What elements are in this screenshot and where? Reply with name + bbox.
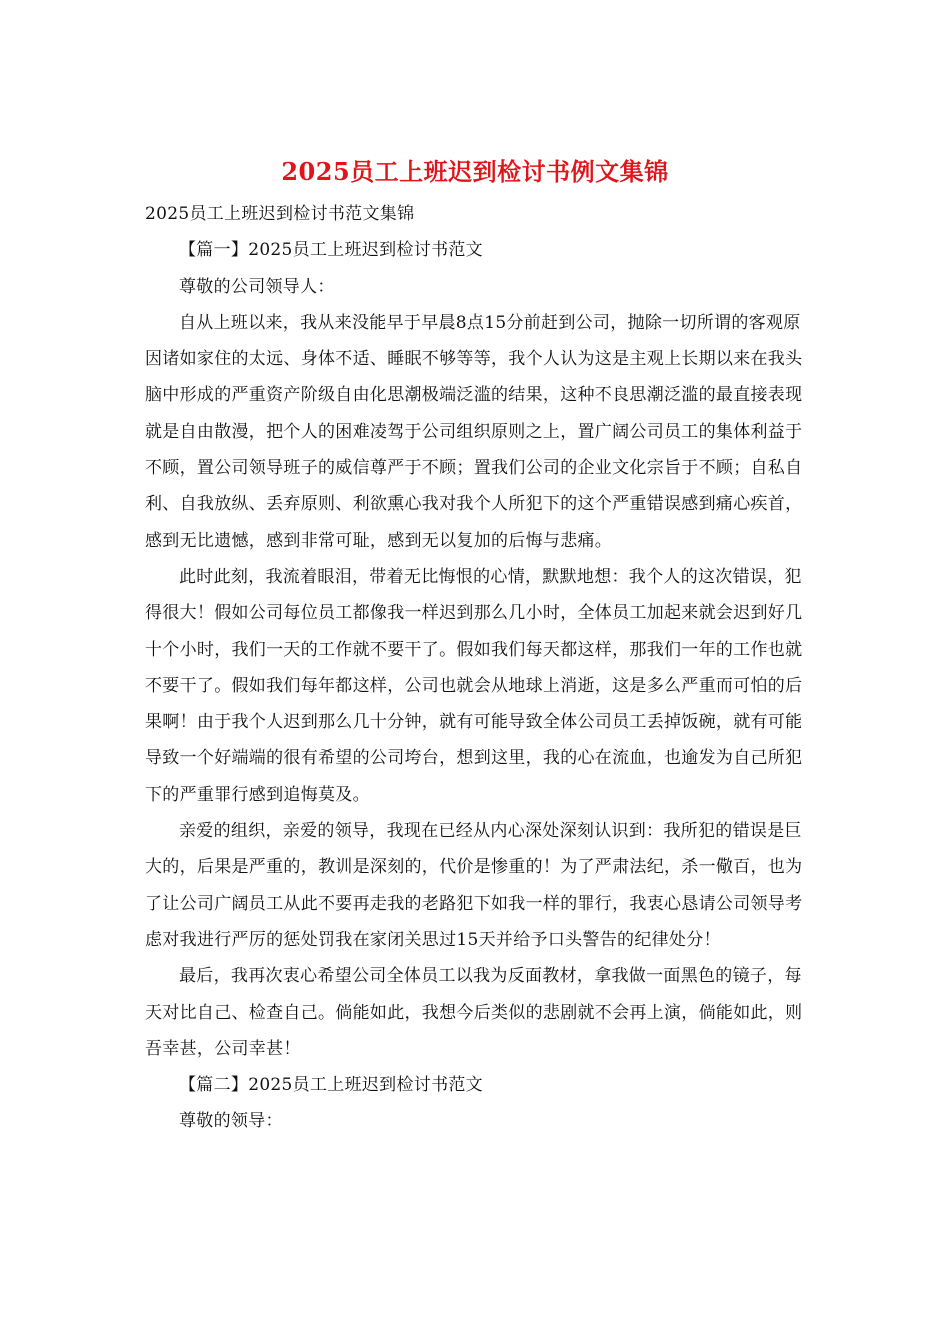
document-body: [145, 196, 805, 1140]
body-paragraph: 最后，我再次衷心希望公司全体员工以我为反面教材，拿我做一面黑色的镜子，每天对比自己、检查自己。倘能如此，我想今后类似的悲剧就不会再上演，倘能如此，则吾幸甚，公司幸甚！: [145, 966, 803, 1059]
section-heading-2: 【篇二】2025员工上班迟到检讨书范文: [179, 1075, 483, 1096]
body-paragraph: 亲爱的组织，亲爱的领导，我现在已经从内心深处深刻认识到：我所犯的错误是巨大的，后果是严重的，教训是深刻的，代价是惨重的！为了严肃法纪，杀一儆百，也为了让公司广阔员工从此不要再走我的老路犯下如我一样的罪行，我衷心恳请公司领导考虑对我进行严厉的惩处罚我在家闭关思过15天并给予口头警告的纪律处分！: [145, 821, 803, 950]
salutation-1: 尊敬的公司领导人：: [179, 276, 335, 297]
document-title: 2025员工上班迟到检讨书例文集锦: [281, 157, 669, 186]
salutation-2: 尊敬的领导：: [179, 1111, 283, 1132]
body-paragraph: 此时此刻，我流着眼泪，带着无比悔恨的心情，默默地想：我个人的这次错误，犯得很大！假如公司每位员工都像我一样迟到那么几小时，全体员工加起来就会迟到好几十个小时，我们一天的工作就不要干了。假如我们每天都这样，那我们一年的工作也就不要干了。假如我们每年都这样，公司也就会从地球上消逝，这是多么严重而可怕的后果啊！由于我个人迟到那么几十分钟，就有可能导致全体公司员工丢掉饭碗，就有可能导致一个好端端的很有希望的公司垮台，想到这里，我的心在流血，也逾发为自己所犯下的严重罪行感到追悔莫及。: [145, 566, 803, 805]
section-heading-1: 【篇一】2025员工上班迟到检讨书范文: [179, 240, 483, 261]
body-paragraph: 自从上班以来，我从来没能早于早晨8点15分前赶到公司，抛除一切所谓的客观原因诸如家住的太远、身体不适、睡眠不够等等，我个人认为这是主观上长期以来在我头脑中形成的严重资产阶级自由化思潮极端泛滥的结果，这种不良思潮泛滥的最直接表现就是自由散漫，把个人的困难凌驾于公司组织原则之上，置广阔公司员工的集体利益于不顾，置公司领导班子的威信尊严于不顾；置我们公司的企业文化宗旨于不顾；自私自利、自我放纵、丢弃原则、利欲熏心我对我个人所犯下的这个严重错误感到痛心疾首，感到无比遗憾，感到非常可耻，感到无以复加的后悔与悲痛。: [145, 312, 803, 551]
subtitle-line: 2025员工上班迟到检讨书范文集锦: [145, 204, 415, 224]
